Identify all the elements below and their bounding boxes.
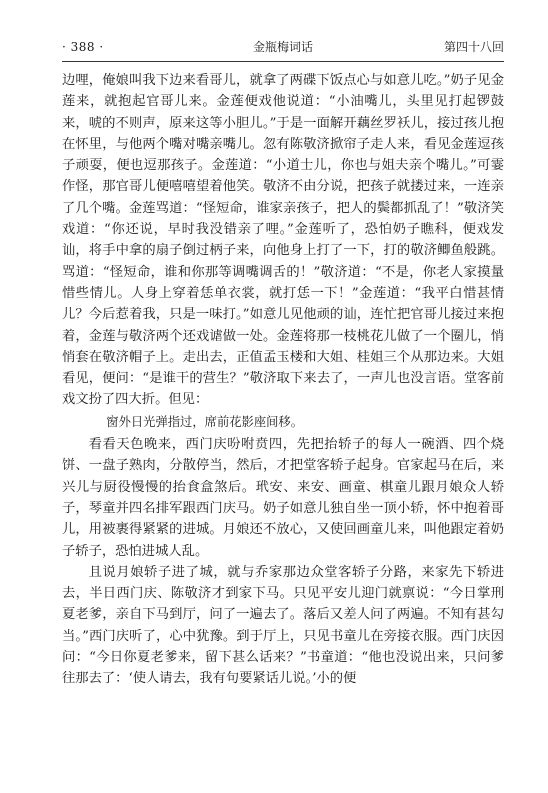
running-header: [62, 36, 504, 58]
paragraph-3: 且说月娘轿子进了城，就与乔家那边众堂客轿子分路，来家先下轿进去，半日西门庆、陈敬济才到家下马。只见平安儿迎门就禀说：“今日掌刑夏老爹，亲自下马到厅，问了一遍去了。落后又差人问了两遍。不知有甚勾当。”西门庆听了，心中犹豫。到于厅上，只见书童儿在旁接衣服。西门庆因问：“今日你夏老爹来，留下甚么话来？”书童道：“他也没说出来，只问爹往那去了：‘使人请去，我有句要紧话儿说。’小的便: [62, 564, 504, 687]
verse-line: 窗外日光弹指过，席前花影座间移。: [106, 414, 304, 429]
header-rule: [62, 61, 504, 62]
paragraph-1: 边哩，俺娘叫我下边来看哥儿，就拿了两碟下饭点心与如意儿吃。”奶子见金莲来，就抱起官哥儿来。金莲便戏他说道：“小油嘴儿，头里见打起锣鼓来，唬的不则声，原来这等小胆儿。”于是一面解开藕丝罗袄儿，接过孩儿抱在怀里，与他两个嘴对嘴亲嘴儿。忽有陈敬济掀帘子走人来，看见金莲逗孩子顽耍，便也逗那孩子。金莲道：“小道士儿，你也与姐夫亲个嘴儿。”可霎作怪，那官哥儿便嘻嘻望着他笑。敬济不由分说，把孩子就搂过来，一连亲了几个嘴。金莲骂道：“怪短命，谁家亲孩子，把人的鬓都抓乱了！”敬济笑戏道：“你还说，早时我没错亲了哩。”金莲听了，恐怕奶子瞧科，便戏发讪，将手中拿的扇子倒过柄子来，向他身上打了一下，打的敬济鲫鱼般跳。骂道：“怪短命，谁和你那等调嘴调舌的！”敬济道：“不是，你老人家摸量惜些情儿。人身上穿着恁单衣裳，就打恁一下！”金莲道：“我平白惜甚情儿？今后惹着我，只是一味打。”如意儿见他顽的讪，连忙把官哥儿接过来抱着，金莲与敬济两个还戏谑做一处。金莲将那一枝桃花儿做了一个圈儿，悄悄套在敬济帽子上。走出去，正值孟玉楼和大姐、桂姐三个从那边来。大姐看见，便问：“是谁干的营生？”敬济取下来去了，一声儿也没言语。堂客前戏文扮了四大折。但见：: [62, 73, 504, 408]
book-title: 金瓶梅词话: [252, 40, 313, 54]
paragraph-2: 看看天色晚来，西门庆吩咐贲四，先把抬轿子的每人一碗酒、四个烧饼、一盘子熟肉，分散停当，然后，才把堂客轿子起身。官家起马在后，来兴儿与厨役慢慢的抬食盒煞后。玳安、来安、画童、棋童儿跟月娘众人轿子，琴童并四名排军跟西门庆马。奶子如意儿独自坐一顶小轿，怀中抱着哥儿，用被裹得紧紧的进城。月娘还不放心，又使回画童儿来，叫他跟定着奶子轿子，恐怕进城人乱。: [62, 437, 504, 559]
body-text: [62, 70, 504, 690]
chapter-label: 第四十八回: [443, 40, 504, 54]
page-number: · 388 ·: [62, 40, 104, 54]
